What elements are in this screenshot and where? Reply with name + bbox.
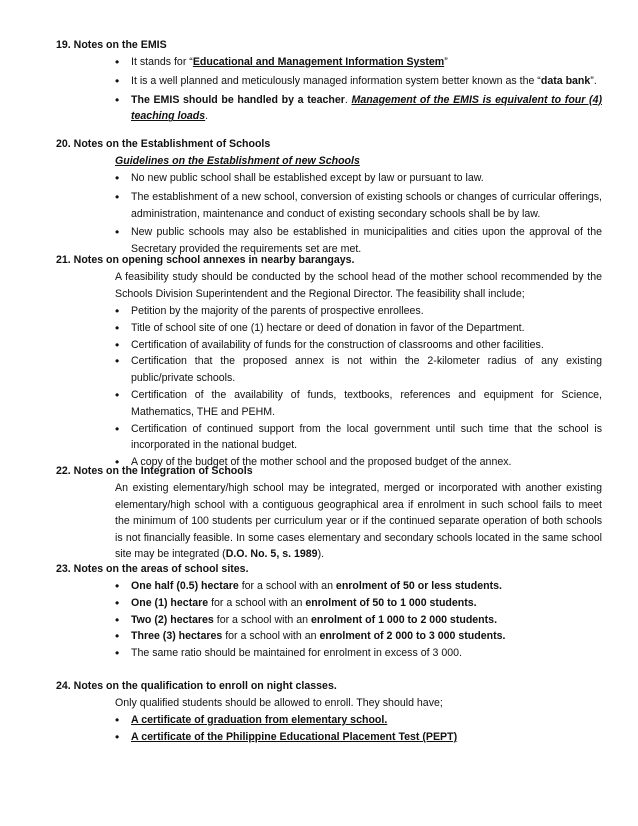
list-item: • Certification of availability of funds for the construction of classrooms and other facilities. [115, 337, 602, 354]
section-23-list [115, 578, 602, 662]
section-19-heading: 19. Notes on the EMIS [56, 39, 167, 51]
section-20-subheading: Guidelines on the Establishment of new Schools [115, 155, 360, 167]
list-item: • New public schools may also be established in municipalities and cities upon the approval of the Secretary provided the requirements set are met. [115, 224, 602, 258]
list-item: • A copy of the budget of the mother school and the proposed budget of the annex. [115, 454, 602, 471]
list-item: • Certification that the proposed annex is not within the 2-kilometer radius of any existing public/private schools. [115, 353, 602, 387]
list-item: • Petition by the majority of the parents of prospective enrollees. [115, 303, 602, 320]
section-20-list [115, 170, 602, 258]
list-item: • It stands for “Educational and Management Information System” [115, 54, 602, 71]
section-19-list [115, 54, 602, 125]
section-21-list [115, 303, 602, 471]
section-21-heading: 21. Notes on opening school annexes in nearby barangays. [56, 254, 355, 266]
list-item: • Certification of continued support from the local government until such time that the school is incorporated in the national budget. [115, 421, 602, 455]
section-24-list [115, 712, 602, 746]
list-item: • It is a well planned and meticulously managed information system better known as the “data bank”. [115, 73, 602, 90]
list-item: • Certification of the availability of funds, textbooks, references and equipment for Science, Mathematics, THE and PEHM. [115, 387, 602, 421]
list-item: • Title of school site of one (1) hectare or deed of donation in favor of the Department. [115, 320, 602, 337]
list-item: • One half (0.5) hectare for a school with an enrolment of 50 or less students. [115, 578, 602, 595]
list-item: • A certificate of graduation from elementary school. [115, 712, 602, 729]
list-item: • The establishment of a new school, conversion of existing schools or changes of curricular offerings, administration, maintenance and conduct of existing secondary schools shall be by law. [115, 189, 602, 223]
list-item: • No new public school shall be established except by law or pursuant to law. [115, 170, 602, 187]
section-23-heading: 23. Notes on the areas of school sites. [56, 563, 249, 575]
list-item: • Two (2) hectares for a school with an enrolment of 1 000 to 2 000 students. [115, 612, 602, 629]
section-22-paragraph: An existing elementary/high school may be integrated, merged or incorporated with another existing elementary/high school with a contiguous geographical area if enrolment in such school fails to meet the minimum of 100 students per curriculum year or if the continued separate operation of both schools is not financially feasible. In some cases elementary and secondary schools located in the same school site may be integrated (D.O. No. 5, s. 1989). [115, 482, 602, 561]
list-item: • One (1) hectare for a school with an enrolment of 50 to 1 000 students. [115, 595, 602, 612]
section-24-heading: 24. Notes on the qualification to enroll on night classes. [56, 680, 337, 692]
section-24-intro: Only qualified students should be allowed to enroll. They should have; [115, 697, 443, 709]
section-20-heading: 20. Notes on the Establishment of Schools [56, 138, 271, 150]
section-22-heading: 22. Notes on the Integration of Schools [56, 465, 253, 477]
section-21-intro: A feasibility study should be conducted by the school head of the mother school recommended by the Schools Division Superintendent and the Regional Director. The feasibility shall include; [115, 271, 602, 300]
list-item: • The same ratio should be maintained for enrolment in excess of 3 000. [115, 645, 602, 662]
list-item: • Three (3) hectares for a school with an enrolment of 2 000 to 3 000 students. [115, 628, 602, 645]
list-item: • A certificate of the Philippine Educational Placement Test (PEPT) [115, 729, 602, 746]
list-item: • The EMIS should be handled by a teacher. Management of the EMIS is equivalent to four (4) teaching loads. [115, 92, 602, 126]
